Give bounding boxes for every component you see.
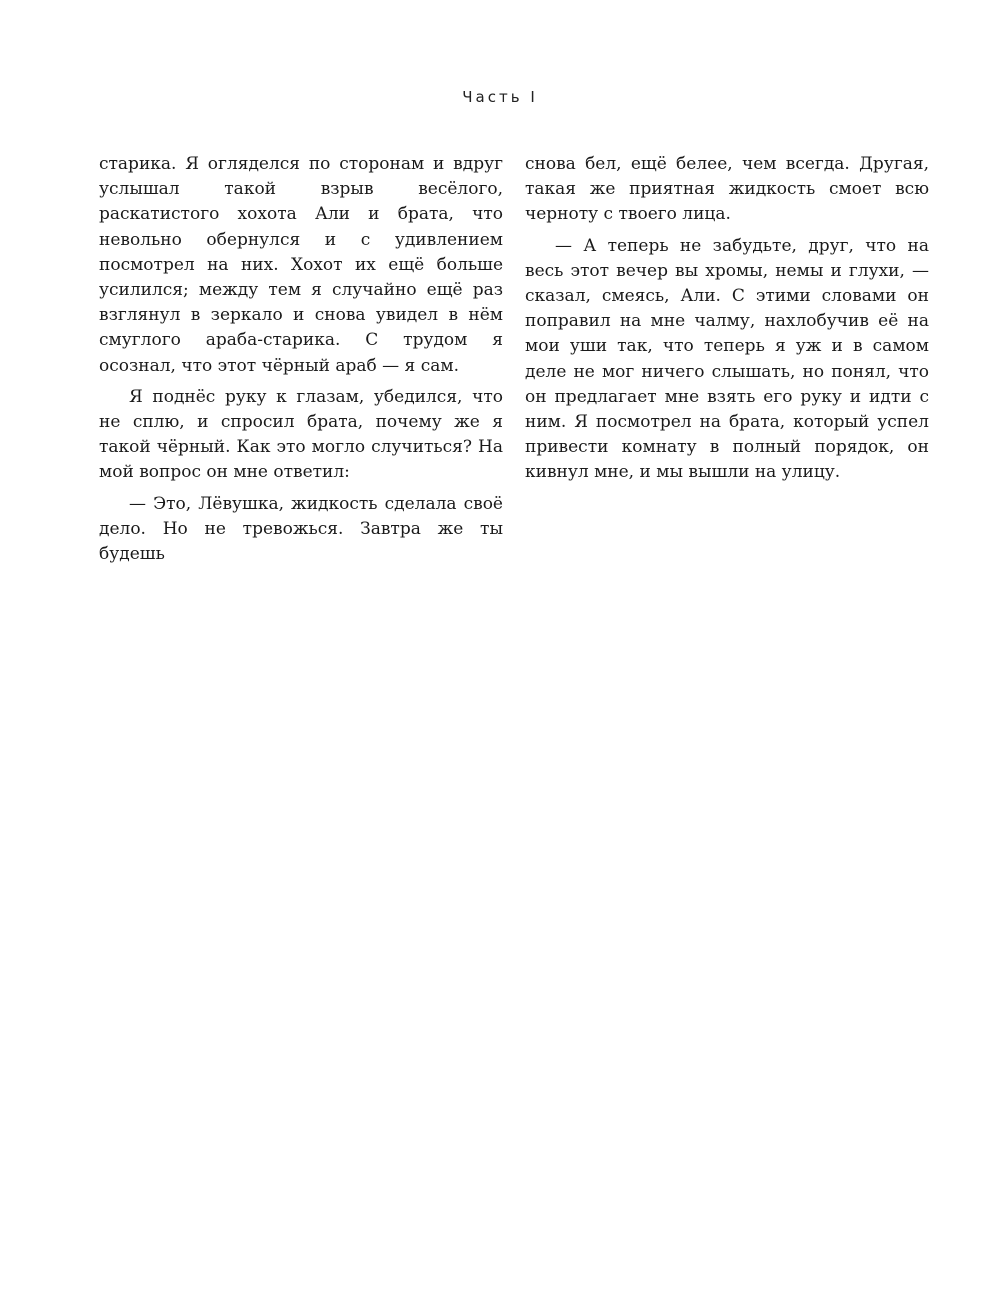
paragraph: старика. Я огляделся по сторонам и вдруг услышал такой взрыв весёлого, раскатистого хохота Али и брата, что невольно обернулся и с удивлением посмотрел на них. Хохот их ещё больше усилился; между тем я случайно ещё раз взглянул в зеркало и снова увидел в нём смуглого араба-старика. С трудом я осознал, что этот чёрный араб — я сам. [99,154,503,376]
paragraph: Я поднёс руку к глазам, убедился, что не сплю, и спросил брата, почему же я такой чёрный. Как это могло случиться? На мой вопрос он мне ответил: [99,386,503,483]
paragraph: — Это, Лёвушка, жидкость сделала своё дело. Но не тревожься. Завтра же ты будешь [99,493,503,565]
text-column-right [525,152,929,492]
paragraph: снова бел, ещё белее, чем всегда. Другая, такая же приятная жидкость смоет всю черноту с твоего лица. [525,154,929,225]
running-head: Часть I [462,88,538,106]
paragraph: — А теперь не забудьте, друг, что на весь этот вечер вы хромы, немы и глухи, — сказал, смеясь, Али. С этими словами он поправил на мне чалму, нахлобучив её на мои уши так, что теперь я уж и в самом деле не мог ничего слышать, но понял, что он предлагает мне взять его руку и идти с ним. Я посмотрел на брата, который успел привести комнату в полный порядок, он кивнул мне, и мы вышли на улицу. [525,235,929,483]
text-column-left [99,152,503,573]
